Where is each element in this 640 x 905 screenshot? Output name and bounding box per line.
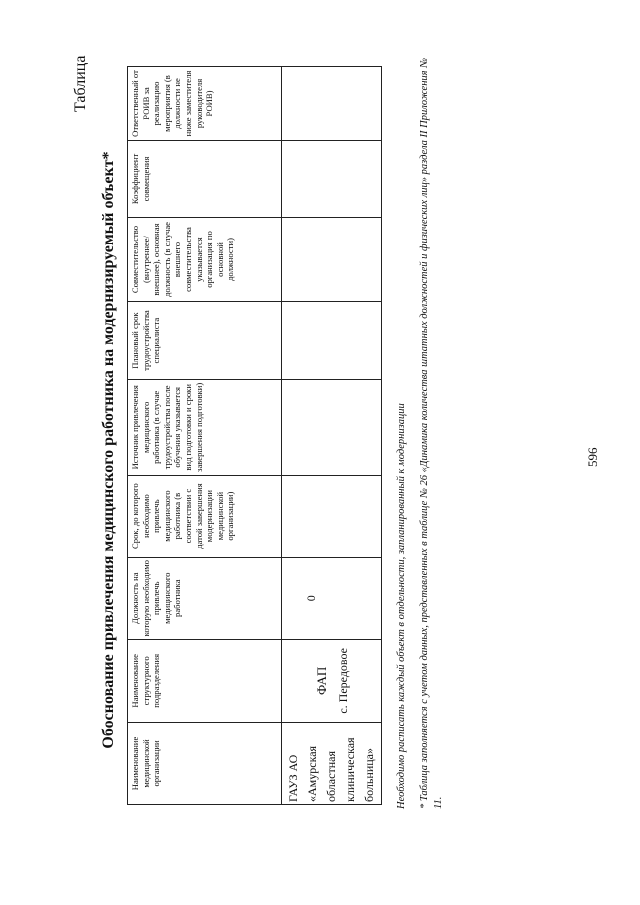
cell-combination <box>282 217 382 301</box>
cell-responsible <box>282 67 382 141</box>
header-coefficient: Коэффициент совмещения <box>128 140 282 217</box>
cell-source <box>282 380 382 475</box>
justification-table <box>127 66 382 805</box>
cell-deadline <box>282 475 382 557</box>
header-position: Должность на которую необходимо привлечь медицинского работника <box>128 557 282 639</box>
cell-org: ГАУЗ АО «Амурская областная клиническая больница» <box>282 722 382 804</box>
header-org: Наименование медицинской организации <box>128 722 282 804</box>
note-per-object: Необходимо расписать каждый объект в отдельности, запланированный к модернизации <box>396 403 407 809</box>
header-combination: Совместительство (внутреннее/внешнее), основная должность (в случае внешнего совместительства указывается организация по основной должности) <box>128 217 282 301</box>
header-source: Источник привлечения медицинского работника (в случае трудоустройства после обучения указывается вид подготовки и сроки завершения подготовки) <box>128 380 282 475</box>
cell-unit-name: ФАП <box>314 666 329 695</box>
cell-planned-date <box>282 302 382 380</box>
page-title: Обоснование привлечения медицинского работника на модернизируемый объект* <box>100 151 117 749</box>
cell-position-value: 0 <box>304 595 318 602</box>
header-deadline: Срок, до которого необходимо привлечь медицинского работника (в соответствии с датой завершения модернизации медицинской организации) <box>128 475 282 557</box>
cell-coefficient <box>282 140 382 217</box>
cell-position <box>282 557 382 639</box>
header-planned-date: Плановый срок трудоустройства специалиста <box>128 302 282 380</box>
cell-unit <box>282 639 382 722</box>
footnote-asterisk: * Таблица заполняется с учетом данных, представленных в таблице № 26 «Динамика количества штатных должностей и физических лиц» раздела II Приложения № 11. <box>419 57 444 809</box>
page-number: 596 <box>585 447 600 467</box>
header-responsible: Ответственный от РОИВ за реализацию мероприятия (в должности не ниже заместителя руководителя РОИВ) <box>128 67 282 141</box>
header-unit: Наименование структурного подразделения <box>128 639 282 722</box>
table-caption-word: Таблица <box>72 55 89 112</box>
cell-unit-place: с. Передовое <box>336 648 350 714</box>
table-row <box>282 67 382 805</box>
table-header-row <box>128 67 282 805</box>
